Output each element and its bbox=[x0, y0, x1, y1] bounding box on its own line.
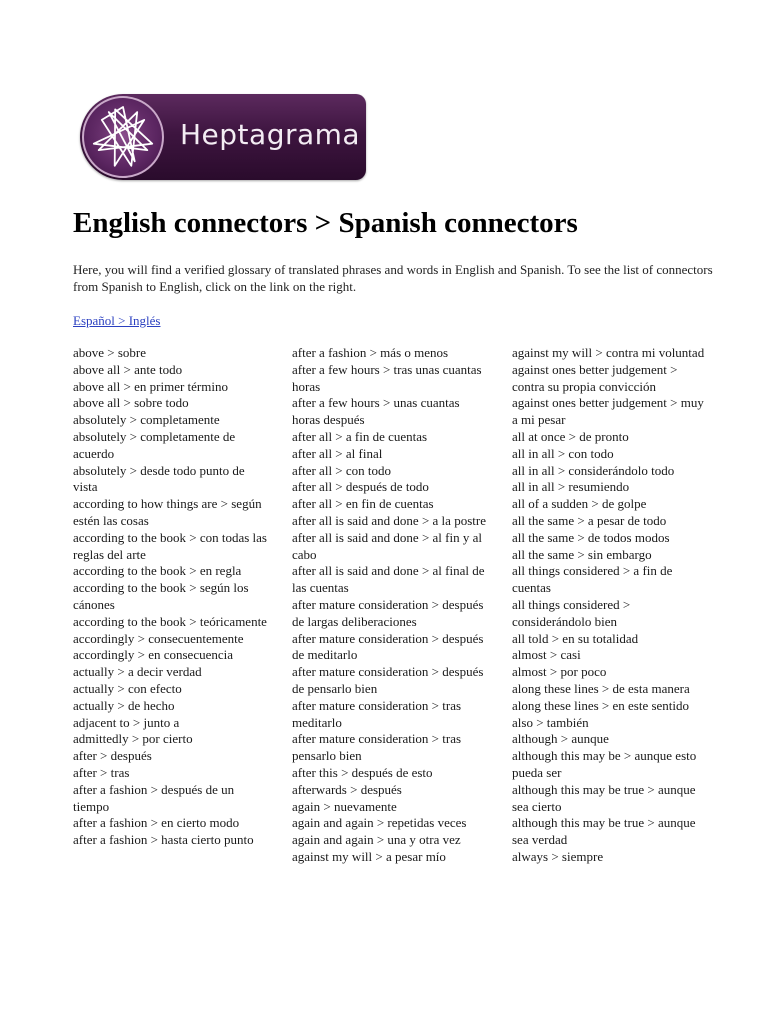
glossary-entry: almost > casi bbox=[512, 647, 581, 663]
glossary-entry: above > sobre bbox=[73, 345, 147, 360]
glossary-entry: after this > después de esto bbox=[292, 764, 433, 780]
glossary-entry: after all is said and done > al final de las cuentas bbox=[292, 563, 485, 596]
glossary-entry: along these lines > en este sentido bbox=[512, 697, 690, 713]
glossary-entry: after mature consideration > después de meditarlo bbox=[292, 630, 484, 663]
logo-text: Heptagrama bbox=[180, 118, 361, 151]
glossary-column-3 bbox=[512, 345, 708, 866]
glossary-entry: almost > por poco bbox=[512, 664, 607, 680]
glossary-entry: against ones better judgement > contra su propia convicción bbox=[512, 361, 678, 394]
glossary-entry: all in all > con todo bbox=[512, 445, 614, 461]
glossary-entry: all in all > considerándolo todo bbox=[512, 462, 675, 478]
glossary-entry: after a fashion > más o menos bbox=[292, 345, 449, 360]
glossary-entry: against ones better judgement > muy a mi pesar bbox=[512, 395, 704, 428]
glossary-entry: all told > en su totalidad bbox=[512, 630, 639, 646]
glossary-entry: all of a sudden > de golpe bbox=[512, 496, 647, 512]
glossary-entry: after all is said and done > a la postre bbox=[292, 512, 486, 528]
glossary-entry: above all > sobre todo bbox=[73, 395, 189, 411]
glossary-entry: absolutely > completamente de acuerdo bbox=[73, 428, 236, 461]
glossary-entry: after mature consideration > después de largas deliberaciones bbox=[292, 596, 484, 629]
glossary-entry: after > después bbox=[73, 748, 152, 764]
page-title: English connectors > Spanish connectors bbox=[73, 207, 578, 239]
glossary-entry: adjacent to > junto a bbox=[73, 714, 180, 730]
glossary-entry: after mature consideration > tras pensarlo bien bbox=[292, 731, 462, 764]
glossary-entry: all in all > resumiendo bbox=[512, 479, 630, 495]
glossary-entry: all the same > a pesar de todo bbox=[512, 512, 667, 528]
glossary-entry: all things considered > a fin de cuentas bbox=[512, 563, 673, 596]
glossary-entry: accordingly > consecuentemente bbox=[73, 630, 244, 646]
glossary-entry: all the same > de todos modos bbox=[512, 529, 670, 545]
glossary-entry: above all > ante todo bbox=[73, 361, 183, 377]
glossary-entry: according to the book > en regla bbox=[73, 563, 242, 579]
glossary-entry: although this may be true > aunque sea cierto bbox=[512, 781, 696, 814]
glossary-entry: after a few hours > tras unas cuantas horas bbox=[292, 361, 482, 394]
glossary-entry: according to the book > teóricamente bbox=[73, 613, 267, 629]
glossary-entry: again and again > una y otra vez bbox=[292, 832, 461, 848]
glossary-entry: against my will > contra mi voluntad bbox=[512, 345, 705, 360]
glossary-entry: according to the book > según los cánones bbox=[73, 580, 249, 612]
heptagram-star-icon bbox=[84, 98, 162, 176]
intro-paragraph: Here, you will find a verified glossary of translated phrases and words in English and Spanish. To see the list of connectors from Spanish to English, click on the link on the right. bbox=[73, 262, 713, 294]
glossary-entry: according to how things are > según estén las cosas bbox=[73, 496, 262, 528]
glossary-entry: admittedly > por cierto bbox=[73, 731, 193, 747]
glossary-entry: according to the book > con todas las reglas del arte bbox=[73, 529, 267, 562]
glossary-entry: all things considered > considerándolo bien bbox=[512, 596, 631, 629]
glossary-column-1 bbox=[73, 345, 269, 849]
glossary-entry: after a fashion > después de un tiempo bbox=[73, 781, 235, 814]
spanish-english-link[interactable]: Español > Inglés bbox=[73, 313, 161, 328]
glossary-entry: after all is said and done > al fin y al cabo bbox=[292, 529, 482, 562]
glossary-entry: after all > con todo bbox=[292, 462, 392, 478]
glossary-entry: actually > a decir verdad bbox=[73, 664, 202, 680]
glossary-entry: after a fashion > en cierto modo bbox=[73, 815, 240, 831]
glossary-entry: although this may be true > aunque sea verdad bbox=[512, 815, 696, 848]
glossary-entry: after all > al final bbox=[292, 445, 383, 461]
glossary-entry: after mature consideration > tras meditarlo bbox=[292, 697, 462, 730]
glossary-entry: afterwards > después bbox=[292, 781, 402, 797]
glossary-entry: actually > con efecto bbox=[73, 680, 182, 696]
glossary-entry: all the same > sin embargo bbox=[512, 546, 652, 562]
glossary-entry: after a few hours > unas cuantas horas después bbox=[292, 395, 460, 428]
glossary-entry: against my will > a pesar mío bbox=[292, 848, 446, 864]
glossary-entry: after mature consideration > después de pensarlo bien bbox=[292, 664, 484, 696]
glossary-column-2 bbox=[292, 345, 488, 866]
glossary-entry: absolutely > completamente bbox=[73, 412, 220, 428]
glossary-entry: after all > en fin de cuentas bbox=[292, 496, 434, 512]
glossary-entry: after all > a fin de cuentas bbox=[292, 428, 428, 444]
glossary-entry: along these lines > de esta manera bbox=[512, 680, 690, 696]
glossary-entry: actually > de hecho bbox=[73, 697, 175, 713]
glossary-entry: after > tras bbox=[73, 764, 130, 780]
glossary-entry: after all > después de todo bbox=[292, 479, 429, 495]
glossary-entry: always > siempre bbox=[512, 848, 604, 864]
heptagrama-logo bbox=[80, 94, 366, 180]
logo-emblem bbox=[82, 96, 164, 178]
glossary-entry: all at once > de pronto bbox=[512, 428, 629, 444]
glossary-entry: again > nuevamente bbox=[292, 798, 397, 814]
glossary-entry: after a fashion > hasta cierto punto bbox=[73, 832, 254, 848]
glossary-entry: although this may be > aunque esto pueda ser bbox=[512, 748, 697, 780]
glossary-entry: accordingly > en consecuencia bbox=[73, 647, 234, 663]
glossary-entry: above all > en primer término bbox=[73, 378, 228, 394]
glossary-entry: absolutely > desde todo punto de vista bbox=[73, 462, 245, 495]
glossary-entry: also > también bbox=[512, 714, 589, 730]
glossary-entry: again and again > repetidas veces bbox=[292, 815, 467, 831]
glossary-entry: although > aunque bbox=[512, 731, 609, 747]
